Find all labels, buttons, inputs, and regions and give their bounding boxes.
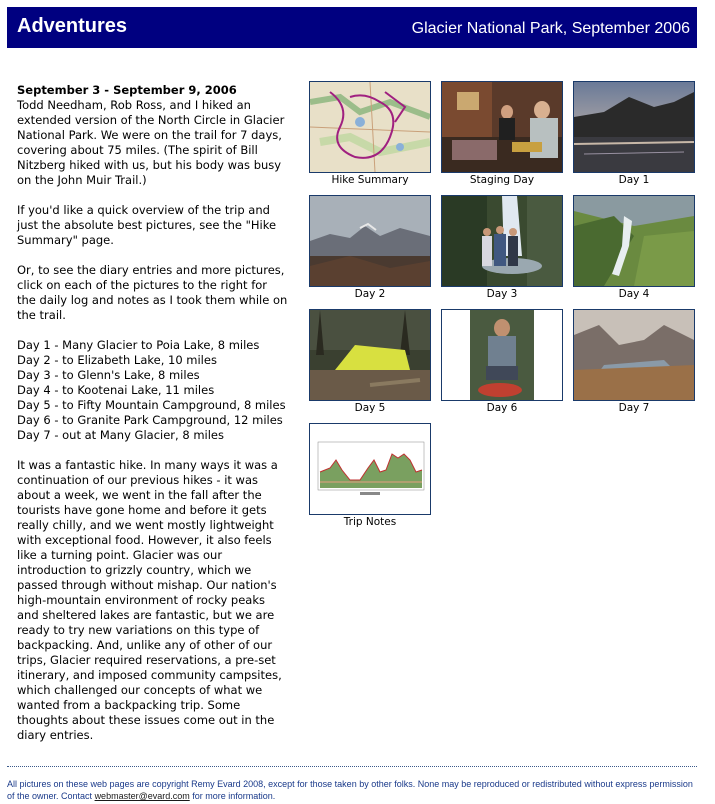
day-list-item: Day 5 - to Fifty Mountain Campground, 8 miles	[17, 398, 286, 412]
thumb-caption: Hike Summary	[331, 174, 409, 186]
copyright-footer	[7, 778, 697, 802]
staging-day-photo[interactable]	[441, 81, 563, 173]
day-7-photo[interactable]	[573, 309, 695, 401]
thumb-caption: Day 5	[354, 402, 386, 414]
day-list-item: Day 1 - Many Glacier to Poia Lake, 8 miles	[17, 338, 260, 352]
thumb-caption: Day 3	[486, 288, 518, 300]
copyright-text-end: for more information.	[189, 791, 276, 801]
intro-paragraph-1-text: Todd Needham, Rob Ross, and I hiked an extended version of the North Circle in Glacier National Park. We were on the trail for 7 days, covering about 75 miles. (The spirit of Bill Nitzberg hiked with us, but his body was busy on the John Muir Trail.)	[17, 98, 285, 187]
thumb-caption: Day 6	[486, 402, 518, 414]
trip-notes-elevation-image[interactable]	[309, 423, 431, 515]
day-1-photo[interactable]	[573, 81, 695, 173]
footer-divider	[7, 766, 697, 767]
page-subtitle: Glacier National Park, September 2006	[411, 20, 690, 37]
day-list-item: Day 4 - to Kootenai Lake, 11 miles	[17, 383, 215, 397]
thumb-caption: Day 1	[618, 174, 650, 186]
thumb-day-2[interactable]	[309, 195, 431, 300]
webmaster-email-link[interactable]: webmaster@evard.com	[94, 791, 190, 801]
thumb-day-7[interactable]	[573, 309, 695, 414]
site-title: Adventures	[17, 15, 128, 37]
thumb-trip-notes[interactable]	[309, 423, 431, 528]
trip-dates: September 3 - September 9, 2006	[17, 83, 237, 97]
intro-paragraph-3: Or, to see the diary entries and more pictures, click on each of the pictures to the right for the daily log and notes as I took them while on the trail.	[17, 263, 288, 322]
thumb-caption: Trip Notes	[343, 516, 397, 528]
copyright-text: All pictures on these web pages are copyright Remy Evard 2008, except for those taken by other folks. None may be reproduced or redistributed without express permission of the owner. Contact	[7, 779, 693, 801]
intro-paragraph-4: It was a fantastic hike. In many ways it was a continuation of our previous hikes - it was about a week, we went in the fall after the tourists have gone home and before it gets really chilly, and we went mostly lightweight with exceptional food. However, it also feels like a turning point. Glacier was our introduction to grizzly country, which we passed through without mishap. Our nation's high-mountain environment of rocky peaks and sheltered lakes are fantastic, but we are ready to try new variations on this type of backpacking. And, unlike any of other of our trips, Glacier required reservations, a pre-set itinerary, and imposed community campsites, which challenged our concepts of what we wanted from a backpacking trip. Some thoughts about these issues come out in the diary entries.	[17, 458, 282, 742]
thumb-caption: Day 2	[354, 288, 386, 300]
intro-paragraph-2: If you'd like a quick overview of the trip and just the absolute best pictures, see the "Hike Summary" page.	[17, 203, 277, 247]
day-list-item: Day 7 - out at Many Glacier, 8 miles	[17, 428, 224, 442]
intro-text	[17, 83, 289, 758]
day-list	[17, 338, 289, 443]
thumb-caption: Staging Day	[469, 174, 535, 186]
day-3-photo[interactable]	[441, 195, 563, 287]
intro-paragraph-1	[17, 83, 289, 188]
day-5-photo[interactable]	[309, 309, 431, 401]
thumb-caption: Day 4	[618, 288, 650, 300]
thumb-day-3[interactable]	[441, 195, 563, 300]
thumb-staging-day[interactable]	[441, 81, 563, 186]
day-list-item: Day 3 - to Glenn's Lake, 8 miles	[17, 368, 200, 382]
thumb-day-1[interactable]	[573, 81, 695, 186]
hike-summary-map-image[interactable]	[309, 81, 431, 173]
thumb-caption: Day 7	[618, 402, 650, 414]
thumb-day-5[interactable]	[309, 309, 431, 414]
thumb-day-6[interactable]	[441, 309, 563, 414]
day-2-photo[interactable]	[309, 195, 431, 287]
thumb-hike-summary[interactable]	[309, 81, 431, 186]
day-4-photo[interactable]	[573, 195, 695, 287]
header-banner	[7, 7, 697, 48]
thumb-day-4[interactable]	[573, 195, 695, 300]
day-list-item: Day 6 - to Granite Park Campground, 12 miles	[17, 413, 283, 427]
day-list-item: Day 2 - to Elizabeth Lake, 10 miles	[17, 353, 217, 367]
day-6-photo[interactable]	[441, 309, 563, 401]
